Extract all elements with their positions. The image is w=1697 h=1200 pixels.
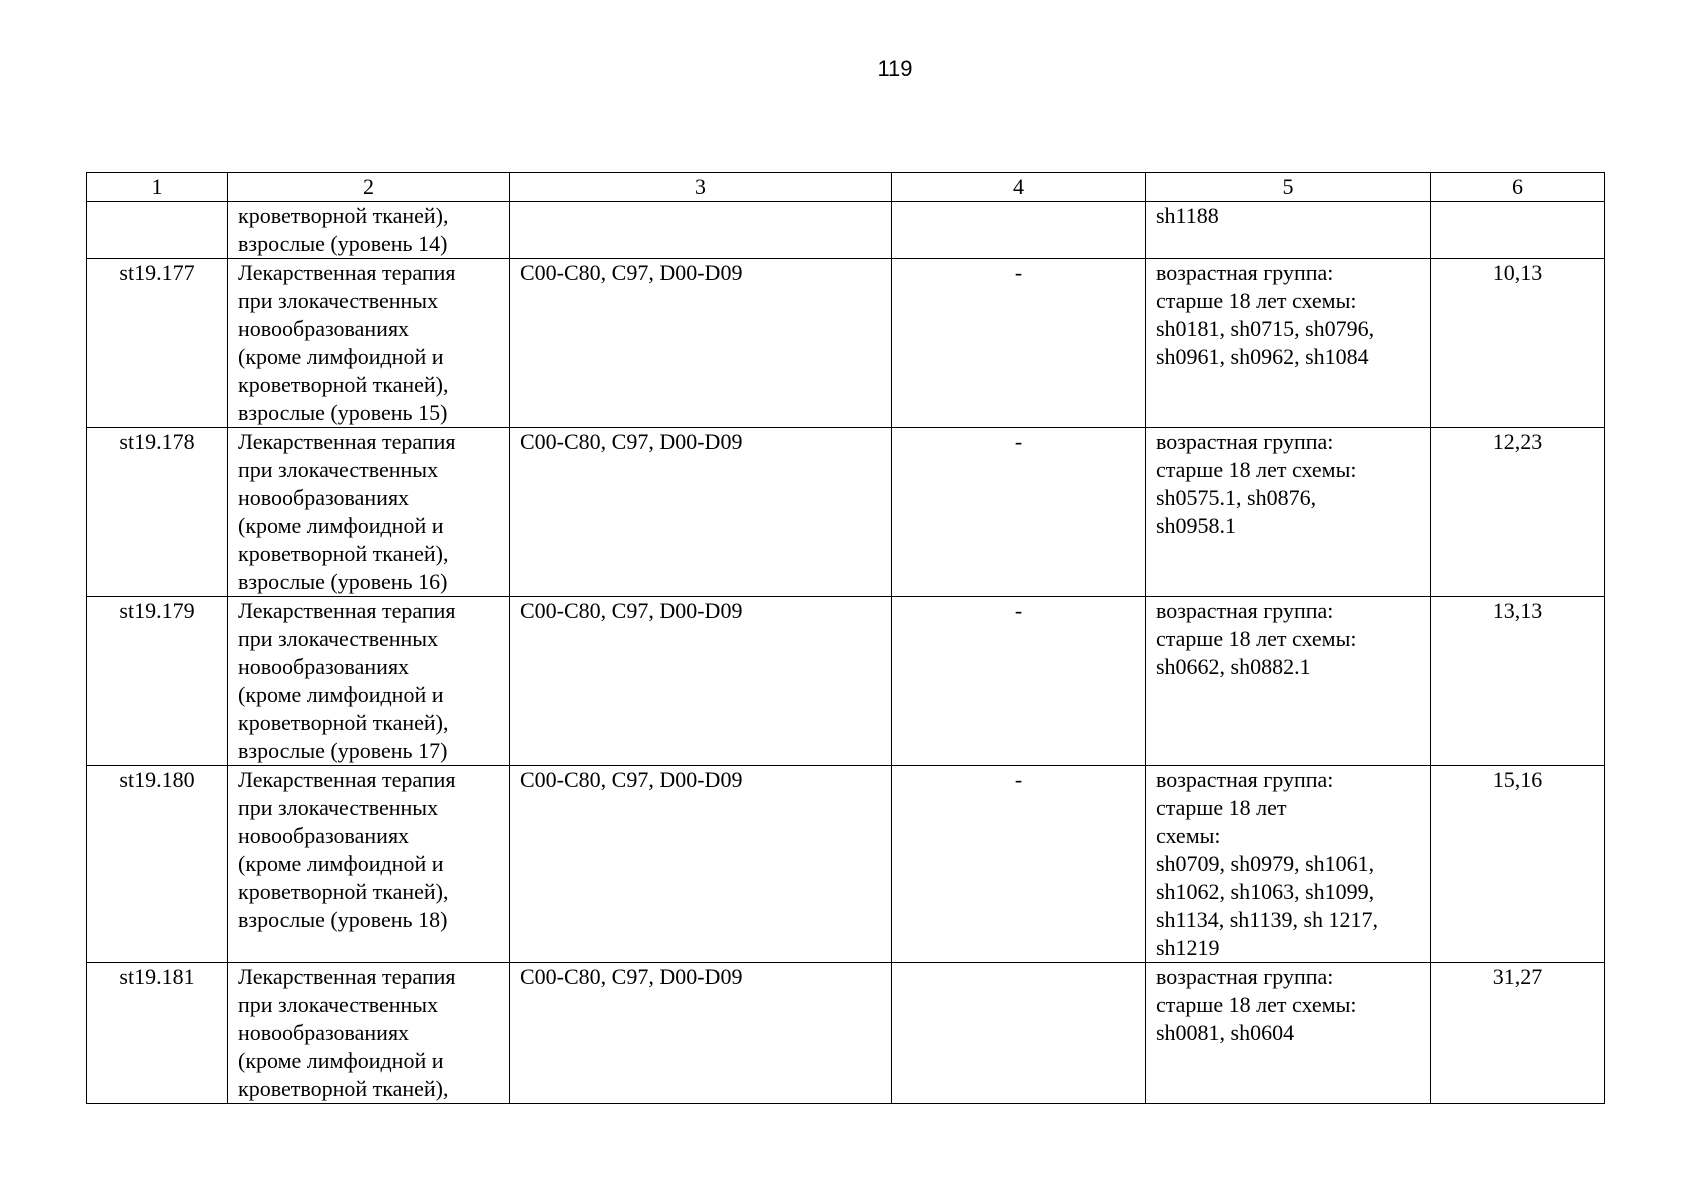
cell-coefficient: 12,23	[1431, 428, 1605, 597]
cell-name: Лекарственная терапия при злокачественных новообразованиях (кроме лимфоидной и кроветворной тканей),	[228, 963, 510, 1104]
cell-icd: C00-C80, C97, D00-D09	[510, 259, 892, 428]
cell-criteria: sh1188	[1146, 202, 1431, 259]
column-header-3: 3	[510, 173, 892, 202]
table-row	[87, 766, 1605, 963]
table-row	[87, 428, 1605, 597]
cell-code: st19.177	[87, 259, 228, 428]
cell-icd: C00-C80, C97, D00-D09	[510, 766, 892, 963]
cell-coefficient: 13,13	[1431, 597, 1605, 766]
cell-code	[87, 202, 228, 259]
cell-icd: C00-C80, C97, D00-D09	[510, 963, 892, 1104]
cell-extra: -	[892, 428, 1146, 597]
table-row	[87, 597, 1605, 766]
table-row	[87, 259, 1605, 428]
cell-code: st19.178	[87, 428, 228, 597]
cell-coefficient: 15,16	[1431, 766, 1605, 963]
cell-coefficient: 10,13	[1431, 259, 1605, 428]
cell-icd: C00-C80, C97, D00-D09	[510, 428, 892, 597]
table-row	[87, 963, 1605, 1104]
cell-criteria: возрастная группа: старше 18 лет схемы: sh0709, sh0979, sh1061, sh1062, sh1063, sh1099, sh1134, sh1139, sh 1217, sh1219	[1146, 766, 1431, 963]
cell-extra	[892, 963, 1146, 1104]
table-header-row	[87, 173, 1605, 202]
cell-extra: -	[892, 597, 1146, 766]
cell-name: Лекарственная терапия при злокачественных новообразованиях (кроме лимфоидной и кроветворной тканей), взрослые (уровень 16)	[228, 428, 510, 597]
cell-extra: -	[892, 766, 1146, 963]
cell-criteria: возрастная группа: старше 18 лет схемы: sh0662, sh0882.1	[1146, 597, 1431, 766]
cell-icd: C00-C80, C97, D00-D09	[510, 597, 892, 766]
cell-coefficient: 31,27	[1431, 963, 1605, 1104]
cell-coefficient	[1431, 202, 1605, 259]
column-header-4: 4	[892, 173, 1146, 202]
cell-name: Лекарственная терапия при злокачественных новообразованиях (кроме лимфоидной и кроветворной тканей), взрослые (уровень 15)	[228, 259, 510, 428]
cell-criteria: возрастная группа: старше 18 лет схемы: sh0181, sh0715, sh0796, sh0961, sh0962, sh1084	[1146, 259, 1431, 428]
page-number: 119	[877, 56, 913, 81]
cell-code: st19.180	[87, 766, 228, 963]
column-header-5: 5	[1146, 173, 1431, 202]
cell-criteria: возрастная группа: старше 18 лет схемы: sh0081, sh0604	[1146, 963, 1431, 1104]
table-row	[87, 202, 1605, 259]
cell-icd	[510, 202, 892, 259]
cell-extra: -	[892, 259, 1146, 428]
cell-extra	[892, 202, 1146, 259]
cell-name: кроветворной тканей), взрослые (уровень 14)	[228, 202, 510, 259]
cell-name: Лекарственная терапия при злокачественных новообразованиях (кроме лимфоидной и кроветворной тканей), взрослые (уровень 17)	[228, 597, 510, 766]
cell-code: st19.181	[87, 963, 228, 1104]
column-header-2: 2	[228, 173, 510, 202]
column-header-1: 1	[87, 173, 228, 202]
column-header-6: 6	[1431, 173, 1605, 202]
cell-name: Лекарственная терапия при злокачественных новообразованиях (кроме лимфоидной и кроветворной тканей), взрослые (уровень 18)	[228, 766, 510, 963]
cell-criteria: возрастная группа: старше 18 лет схемы: sh0575.1, sh0876, sh0958.1	[1146, 428, 1431, 597]
cell-code: st19.179	[87, 597, 228, 766]
tariff-table	[86, 172, 1605, 1104]
